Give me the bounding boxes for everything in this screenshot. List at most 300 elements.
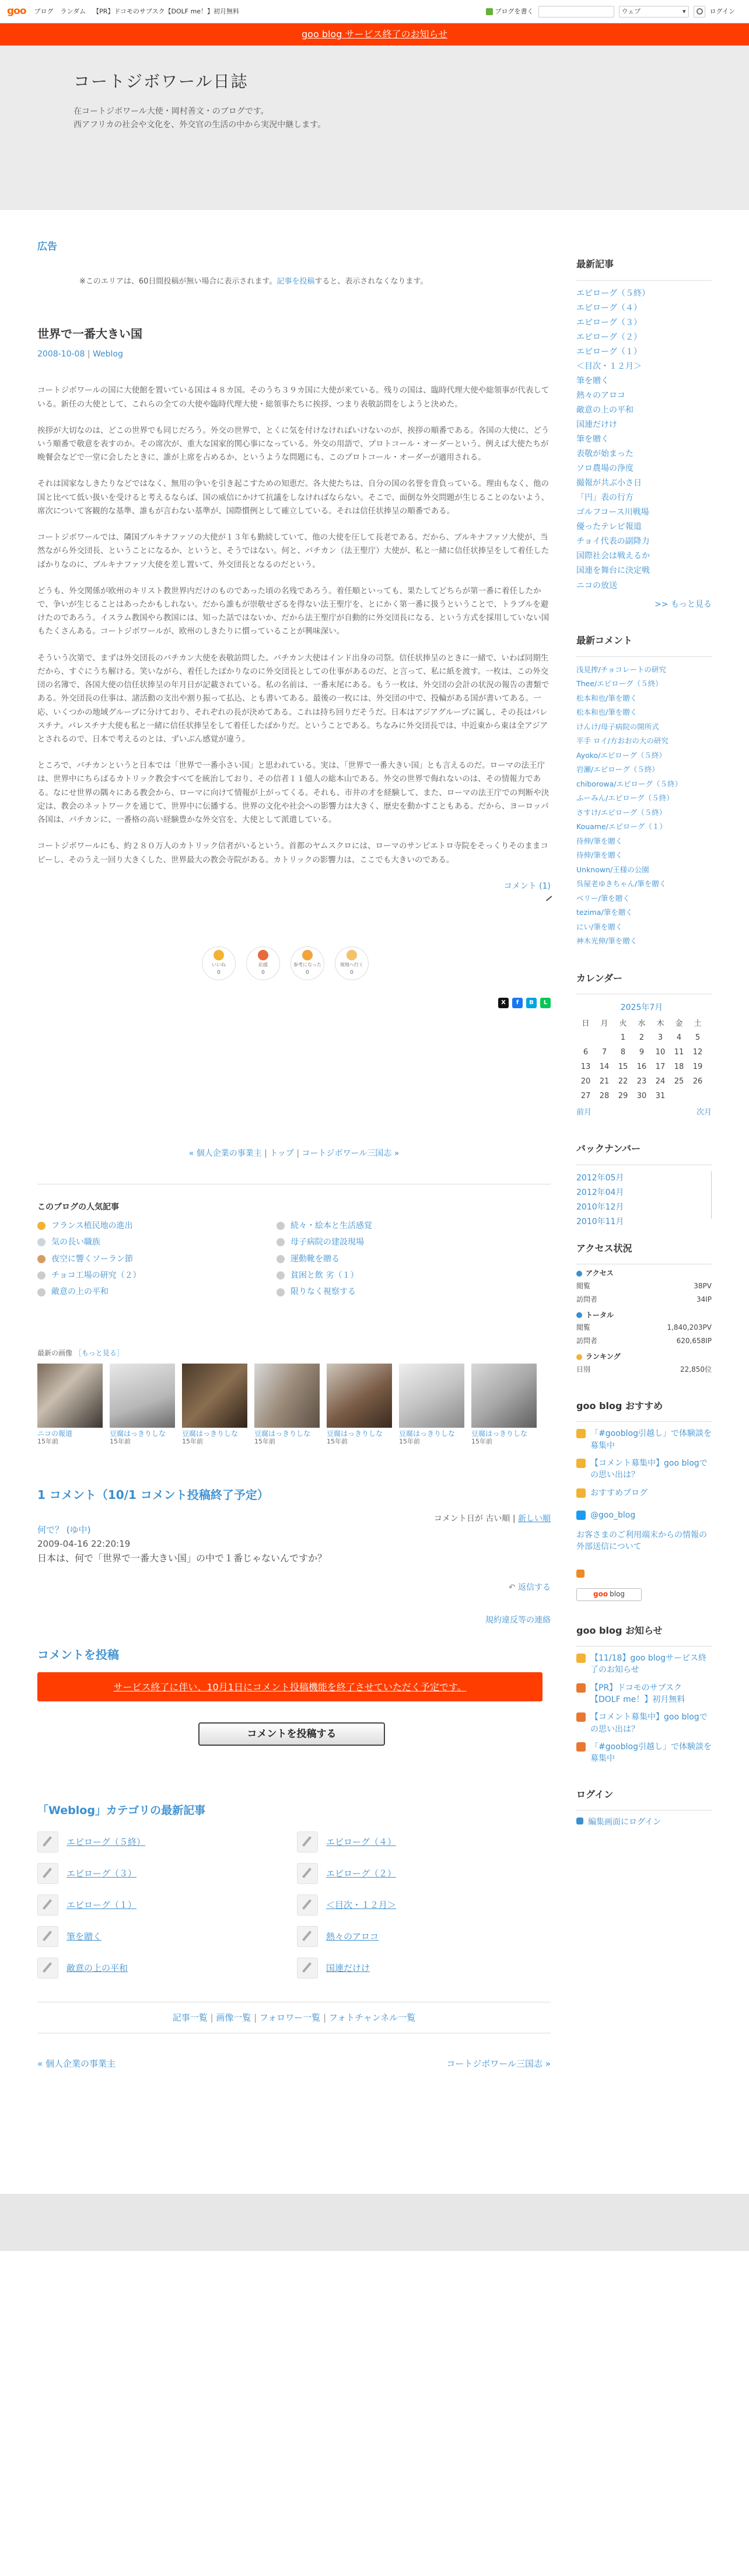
photo-age: 15年前 <box>182 1438 203 1446</box>
calendar-week <box>576 1031 707 1046</box>
comment-post-link[interactable]: 母子病院の開所式 <box>600 722 659 731</box>
popular-item-label: 運動靴を贈る <box>290 1254 340 1264</box>
post-body <box>37 384 551 866</box>
recent-comment-item <box>576 806 712 820</box>
top-link[interactable]: トップ <box>270 1149 294 1159</box>
comment-author-link[interactable]: Unknown/ <box>576 865 613 874</box>
calendar-day: 25 <box>674 1076 684 1086</box>
meta-separator: | <box>87 349 90 359</box>
search-scope-select[interactable] <box>619 6 689 18</box>
access-row <box>576 1293 712 1306</box>
post-comment-button[interactable]: コメントを投稿する <box>198 1722 385 1746</box>
access-row <box>576 1363 712 1376</box>
ad-post-link[interactable]: 記事を投稿 <box>276 277 315 286</box>
recent-post-link[interactable]: ゴルフコース川戦場 <box>576 508 649 518</box>
comment-post-link[interactable]: エピローグ（１） <box>608 822 667 831</box>
calendar-day: 8 <box>620 1048 626 1057</box>
report-row <box>37 1614 551 1627</box>
comment-closed-notice <box>37 1672 542 1701</box>
popular-item-label: 気の長い職族 <box>51 1238 100 1247</box>
reaction-like-button[interactable] <box>202 946 236 980</box>
osusume-item[interactable] <box>576 1487 712 1499</box>
comment-post-link[interactable]: 筆を贈く <box>603 908 633 917</box>
calendar-day: 2 <box>639 1033 645 1043</box>
backnumber-link[interactable]: 2012年04月 <box>576 1187 624 1197</box>
comment-author-link[interactable]: 神木光伸/ <box>576 936 608 946</box>
top-toolbar <box>0 0 749 23</box>
popular-item[interactable] <box>276 1219 516 1232</box>
calendar-day: 12 <box>692 1048 703 1057</box>
comment-author-link[interactable]: Ayoko/ <box>576 750 601 760</box>
recent-post-link[interactable]: 国連だけけ <box>576 420 617 430</box>
reaction-helpful-button[interactable] <box>290 946 324 980</box>
x-icon[interactable]: X <box>498 998 509 1008</box>
comment-author-link[interactable]: chiborowa/ <box>576 779 617 788</box>
recent-comment-item <box>576 934 712 949</box>
comment-author-link[interactable]: 待伸/ <box>576 836 594 845</box>
prev-post-link[interactable]: « 個人企業の事業主 <box>37 2058 116 2069</box>
total-icon <box>576 1312 582 1318</box>
calendar-day: 17 <box>655 1062 666 1071</box>
osusume-item-label: おすすめブログ <box>590 1488 648 1498</box>
login-edit-label: 編集画面にログイン <box>588 1817 662 1827</box>
latest-item[interactable] <box>37 1863 285 1884</box>
comment-post-link[interactable]: 筆を贈く <box>593 836 623 845</box>
popular-item[interactable] <box>276 1269 516 1282</box>
access-row-value: 620,658IP <box>676 1337 712 1345</box>
recent-post-link[interactable]: エピローグ（１） <box>576 347 642 356</box>
backnumber-link[interactable]: 2010年11月 <box>576 1217 624 1226</box>
edit-pencil-icon[interactable] <box>542 892 552 901</box>
report-link[interactable]: 規約違反等の連絡 <box>485 1615 551 1625</box>
recent-post-link[interactable]: エピローグ（４） <box>576 303 642 313</box>
comment-post-link[interactable]: 搾/チョコレートの研究 <box>591 665 666 674</box>
terms-row <box>576 1529 712 1553</box>
service-end-notice-link[interactable]: goo blog サービス終了のお知らせ <box>302 29 447 40</box>
all-images-link[interactable]: 画像一覧 <box>216 2012 251 2023</box>
ad-note <box>79 276 551 288</box>
recent-comment-item <box>576 892 712 906</box>
comment-post-link[interactable]: エピローグ（５終） <box>608 794 674 803</box>
photo-caption: 豆腐はっきりしな <box>399 1429 456 1438</box>
next-post-link[interactable]: コートジボワール三国志 » <box>302 1149 400 1159</box>
photo-thumbnail[interactable] <box>254 1364 320 1446</box>
calendar-weekday: 木 <box>656 1019 664 1028</box>
blog-description <box>74 105 326 132</box>
recent-post-link[interactable]: 筆を贈く <box>576 435 609 445</box>
access-row-label: 閲覧 <box>576 1323 591 1332</box>
rss-icon[interactable] <box>576 1568 712 1582</box>
chevron-down-icon: ▾ <box>682 7 686 15</box>
blog-title[interactable]: コートジボワール日誌 <box>74 72 249 91</box>
prev-post-link[interactable]: « 個人企業の事業主 <box>188 1149 262 1159</box>
rank-icon <box>276 1271 285 1280</box>
sort-new-link[interactable]: 新しい順 <box>518 1514 551 1523</box>
article-icon <box>297 1926 318 1947</box>
ad-note-suffix: すると、表示されなくなります。 <box>314 277 428 286</box>
comment-post-link[interactable]: 筆を贈く <box>600 893 630 903</box>
popular-item-label: 敵意の上の平和 <box>51 1287 108 1297</box>
comment-post-link[interactable]: エピローグ（５終） <box>600 808 667 817</box>
comment-author-link[interactable]: Kouame/ <box>576 822 608 831</box>
access-row-label: 日別 <box>576 1365 591 1373</box>
access-label: アクセス <box>586 1269 614 1278</box>
recent-posts-list <box>576 286 712 593</box>
osusume-title: goo blog おすすめ <box>576 1399 712 1422</box>
photo-caption: 豆腐はっきりしな <box>182 1429 239 1438</box>
news-item[interactable] <box>576 1741 712 1765</box>
news-item-label: 【11/18】goo blogサービス終了のお知らせ <box>590 1654 707 1675</box>
goo-blog-badge[interactable] <box>576 1588 642 1601</box>
calendar-day: 19 <box>692 1062 703 1071</box>
cheer-icon <box>258 950 268 960</box>
ad-note-prefix: ※このエリアは、60日間投稿が無い場合に表示されます。 <box>79 277 277 286</box>
main-column <box>37 239 551 2071</box>
rank-icon <box>276 1288 285 1296</box>
article-icon <box>37 1926 58 1947</box>
recent-post-link[interactable]: 筆を贈く <box>576 376 609 386</box>
photo-channels-link[interactable]: フォトチャンネル一覧 <box>328 2012 416 2023</box>
comment-author-link[interactable]: 松本和也/ <box>576 693 608 702</box>
popular-item[interactable] <box>276 1285 516 1298</box>
calendar-section <box>576 971 712 1120</box>
photo-age: 15年前 <box>110 1438 131 1446</box>
calendar <box>576 999 707 1103</box>
login-section <box>576 1787 712 1829</box>
calendar-day: 3 <box>657 1033 663 1043</box>
calendar-week <box>576 1075 707 1089</box>
sidebar <box>576 257 712 1828</box>
next-post-link[interactable]: コートジボワール三国志 » <box>446 2058 551 2069</box>
latest-item[interactable] <box>37 1895 285 1916</box>
recent-post-link[interactable]: ＜目次・１２月＞ <box>576 361 642 371</box>
ad-title: 広告 <box>37 241 57 253</box>
backnumber-link[interactable]: 2012年05月 <box>576 1173 624 1183</box>
comment-post-link[interactable]: エピローグ（５終） <box>593 765 659 774</box>
access-row-value: 34IP <box>696 1295 712 1303</box>
photo-thumbnail[interactable] <box>182 1364 247 1446</box>
comment-post-link[interactable]: 筆を贈く <box>608 693 638 702</box>
comment-count-link[interactable]: コメント (1) <box>503 881 551 891</box>
recent-post-link[interactable]: 熱々のアロコ <box>576 390 625 400</box>
comment-post-link[interactable]: エピローグ（５終） <box>600 750 666 760</box>
photo-thumbnail[interactable] <box>399 1364 464 1446</box>
photo-age: 15年前 <box>471 1438 492 1446</box>
login-title: ログイン <box>576 1787 712 1811</box>
comment-author-link[interactable]: けんけ/ <box>576 722 601 731</box>
comment-author-link[interactable]: にい/ <box>576 922 594 931</box>
osusume-item[interactable] <box>576 1457 712 1481</box>
calendar-week <box>576 1060 707 1075</box>
sort-separator: | <box>512 1514 516 1523</box>
comment-author-link[interactable]: tezima/ <box>576 908 604 917</box>
comment-text: 日本は、何で「世界で一番大きい国」の中で１番じゃないんですか？ <box>37 1553 327 1564</box>
megaphone-icon <box>576 1429 586 1438</box>
comment-closed-link[interactable]: サービス終了に伴い、10月1日にコメント投稿機能を終了させていただく予定です。 <box>113 1681 467 1693</box>
news-item[interactable] <box>576 1652 712 1676</box>
latest-item-label: エピローグ（２） <box>326 1868 397 1879</box>
reaction-count: 0 <box>217 970 220 976</box>
login-edit-link[interactable] <box>576 1816 712 1828</box>
latest-item[interactable] <box>297 1863 545 1884</box>
write-blog-button[interactable] <box>486 6 534 17</box>
comment-post-link[interactable]: 筆を贈く <box>637 879 667 889</box>
post-paragraph: コートジボワールでは、隣国ブルキナファソの大使が１３年も勤続していて、他の大使を圧して長老である。だから、ブルキナファソ大使が、当然ながら外交団長、ということになるか、というと、そうではない。何と、バチカン（法王聖庁）大使が、私と一緒に信任状捧呈をして着任したばかりなのに、ブルキナファソ大使を差し置いて、外交団長となるのだという。 <box>37 533 550 569</box>
toolbar-link-blog[interactable]: ブログ <box>34 7 54 15</box>
write-blog-label: ブログを書く <box>495 7 534 15</box>
link-separator: | <box>323 2012 327 2023</box>
photo-thumbnail[interactable] <box>37 1364 103 1446</box>
comment-author-link[interactable]: Thee/ <box>576 679 597 688</box>
latest-category-heading: 「Weblog」カテゴリの最新記事 <box>37 1804 206 1817</box>
star-icon <box>576 1654 586 1663</box>
recent-post-link[interactable]: 撮報が共ぶ小さ日 <box>576 478 642 488</box>
recent-comment-item <box>576 777 712 792</box>
toolbar-promo-link[interactable]: 【PR】ドコモのサブスク【DOLF me！】初月無料 <box>93 7 240 15</box>
facebook-icon[interactable]: f <box>512 998 523 1008</box>
popular-title: このブログの人気記事 <box>37 1202 119 1212</box>
recent-post-link[interactable]: チョイ代表の副降力 <box>576 537 650 547</box>
popular-item[interactable] <box>276 1253 516 1266</box>
popular-item[interactable] <box>276 1236 516 1249</box>
comment-author-link[interactable]: ベリー/ <box>576 893 601 903</box>
osusume-section <box>576 1399 712 1601</box>
backnumber-title: バックナンバー <box>576 1141 712 1165</box>
photo-thumbnail[interactable] <box>110 1364 175 1446</box>
recent-post-link[interactable]: ソロ農場の浄度 <box>576 464 634 474</box>
recent-post-link[interactable]: エピローグ（５終） <box>576 288 650 298</box>
latest-item-label: エピローグ（４） <box>326 1836 397 1847</box>
backnumber-section <box>576 1141 712 1226</box>
link-separator: | <box>210 2012 214 2023</box>
twitter-handle: @goo_blog <box>590 1510 636 1520</box>
calendar-day: 24 <box>655 1076 666 1086</box>
recent-comments-title: 最新コメント <box>576 633 712 657</box>
comment-author-link[interactable]: 岩瀬/ <box>576 765 594 774</box>
comment-post-link[interactable]: エピローグ（５終） <box>616 779 682 788</box>
reaction-count: 0 <box>261 970 265 976</box>
reaction-label: 参考になった <box>293 962 321 967</box>
search-icon[interactable] <box>694 6 705 18</box>
rank-icon <box>37 1222 46 1230</box>
calendar-day: 7 <box>601 1048 607 1057</box>
news-item[interactable] <box>576 1682 712 1706</box>
news-item[interactable] <box>576 1711 712 1735</box>
toolbar-link-random[interactable]: ランダム <box>60 7 86 15</box>
comment-post-link[interactable]: エピローグ（５終） <box>597 679 663 688</box>
recent-post-link[interactable]: エピローグ（２） <box>576 332 642 342</box>
goo-logo[interactable]: goo <box>7 5 26 17</box>
osusume-item[interactable] <box>576 1428 712 1452</box>
recent-post-link[interactable]: 優ったテレビ報道 <box>576 522 642 532</box>
line-icon[interactable]: L <box>540 998 551 1008</box>
calendar-prev-link[interactable]: 前月 <box>576 1108 592 1117</box>
latest-item[interactable] <box>297 1895 545 1916</box>
recent-post-link[interactable]: 国連を舞台に決定戦 <box>576 566 650 576</box>
latest-item[interactable] <box>297 1958 545 1979</box>
calendar-day: 20 <box>580 1076 591 1086</box>
calendar-day: 11 <box>674 1048 684 1057</box>
comment-post-link[interactable]: 筆を贈く <box>608 936 638 946</box>
recent-more-link[interactable]: >> もっと見る <box>654 599 712 609</box>
comment-post-link[interactable]: 方おおの大の研究 <box>610 736 668 746</box>
recent-post-link[interactable]: ニコの放送 <box>576 581 617 590</box>
calendar-week <box>576 1046 707 1060</box>
list-links <box>37 2011 551 2025</box>
search-input[interactable] <box>538 6 614 18</box>
post-meta <box>37 348 551 361</box>
badge-brand: goo <box>593 1589 608 1598</box>
recent-post-link[interactable]: 国際社会は戦えるか <box>576 551 650 561</box>
photos-more-link[interactable]: ［もっと見る］ <box>74 1348 124 1357</box>
latest-item[interactable] <box>297 1831 545 1853</box>
latest-item[interactable] <box>297 1926 545 1947</box>
latest-category-list <box>37 1831 545 1979</box>
news-title: goo blog お知らせ <box>576 1623 712 1647</box>
recent-comment-item <box>576 848 712 863</box>
access-title: アクセス状況 <box>576 1241 712 1265</box>
recent-post-link[interactable]: エピローグ（３） <box>576 317 642 327</box>
reply-link[interactable]: 返信する <box>518 1582 551 1592</box>
popular-item-label: 夜空に響くソーラン節 <box>51 1254 133 1264</box>
popular-item[interactable] <box>37 1219 276 1232</box>
post-paragraph: そういう次第で、まずは外交団長のバチカン大使を表敬訪問した。バチカン大使はインド出身の司祭。信任状捧呈のときに一緒で、いわば同期生だから、すぐにうち解ける。笑いながら、着任したばかりなのに外交団長としての仕事があるのだ、と言って、私に紙を渡す。一枚は、この外交団の名簿で、各国大使の信任状捧呈の年月日が記載されている。私の名前は、一番末尾にある。もう一枚は、外交団の会計の状況の報告の書類である。外交団長の仕事は、諸活動の支出や割り振って払込、とも書いてある。最後の一枚には、外交団の中で、投輪がある国が書いてある。一応、いくつかの地域グループに分けており、それぞれの長が決めてある。これは持ち回りだそうだ。日本はアジアグループに属し、その長はパレスチナ。パレスチナ大使も私と一緒に信任状捧呈をして着任したばかりだ。ということである。ちなみに外交団長では、中近東から東は全アジアとされるので、日本で考えるのとは、ずいぶん感覚が違う。 <box>37 653 550 744</box>
calendar-day: 23 <box>636 1076 647 1086</box>
backnumber-link[interactable]: 2010年12月 <box>576 1202 624 1212</box>
recent-posts-title: 最新記事 <box>576 257 712 281</box>
photo-age: 15年前 <box>399 1438 420 1446</box>
access-icon <box>576 1271 582 1277</box>
photo-image <box>327 1364 392 1428</box>
latest-item[interactable] <box>37 1831 285 1853</box>
photo-thumbnail[interactable] <box>327 1364 392 1446</box>
access-row-label: 訪問者 <box>576 1295 598 1303</box>
osusume-item-label: 【コメント募集中】goo blogでの思い出は？ <box>590 1459 708 1480</box>
visit-icon <box>346 950 357 960</box>
megaphone-icon <box>576 1459 586 1468</box>
photo-thumbnail[interactable] <box>471 1364 537 1446</box>
login-row <box>576 1816 712 1828</box>
popular-item[interactable] <box>37 1285 276 1298</box>
calendar-next-link[interactable]: 次月 <box>696 1108 712 1117</box>
rank-icon <box>276 1222 285 1230</box>
calendar-day <box>688 1089 707 1104</box>
article-icon <box>37 1958 58 1979</box>
rank-icon <box>276 1238 285 1246</box>
popular-item[interactable] <box>37 1269 276 1282</box>
nav-separator: | <box>264 1149 267 1159</box>
twitter-row <box>576 1509 712 1521</box>
ranking-icon <box>576 1354 582 1360</box>
login-link[interactable]: ログイン <box>709 7 735 15</box>
latest-item-label: 国連だけけ <box>326 1962 370 1973</box>
comment-author-link[interactable]: ふーみん/ <box>576 794 608 803</box>
calendar-day <box>595 1031 614 1046</box>
photo-caption: 豆腐はっきりしな <box>254 1429 311 1438</box>
latest-item-label: 敵意の上の平和 <box>66 1962 128 1973</box>
recent-post-link[interactable]: 表敬が始まった <box>576 449 634 459</box>
post-title[interactable]: 世界で一番大きい国 <box>37 326 142 341</box>
sort-old-option[interactable]: 古い順 <box>485 1514 510 1523</box>
photo-age: 15年前 <box>37 1438 58 1446</box>
blog-description-line: 西アフリカの社会や文化を、外交官の生活の中から実況中継します。 <box>74 120 326 130</box>
latest-item[interactable] <box>37 1958 285 1979</box>
pencil-icon <box>486 8 493 15</box>
reaction-count: 0 <box>350 970 354 976</box>
badge-label: blog <box>610 1589 625 1598</box>
comment-author-link[interactable]: 呉屋老ゆきちゃん/ <box>576 879 638 889</box>
latest-item-label: エピローグ（５終） <box>66 1836 146 1847</box>
comment-author-link[interactable]: さすけ/ <box>576 808 601 817</box>
osusume-item-label: 「#gooblog引越し」で体験談を募集中 <box>590 1429 712 1450</box>
reply-row <box>37 1581 551 1594</box>
reaction-cheer-button[interactable] <box>246 946 280 980</box>
latest-item-label: 筆を贈く <box>66 1931 102 1942</box>
all-posts-link[interactable]: 記事一覧 <box>172 2012 208 2023</box>
comment-post-link[interactable]: 筆を贈く <box>593 922 623 931</box>
comment-post-link[interactable]: 筆を贈く <box>608 708 638 717</box>
comment-author-link[interactable]: 待伸/ <box>576 851 594 860</box>
article-icon <box>297 1831 318 1853</box>
edit-icon <box>576 1817 583 1824</box>
calendar-weekday: 金 <box>675 1019 683 1028</box>
article-icon <box>297 1863 318 1884</box>
comment-post-link[interactable]: 王様の公園 <box>612 865 649 874</box>
recent-comment-item <box>576 877 712 892</box>
photo-image <box>399 1364 464 1428</box>
latest-item[interactable] <box>37 1926 285 1947</box>
rank-icon <box>37 1238 46 1246</box>
latest-item-label: エピローグ（３） <box>66 1868 137 1879</box>
comment-author-link[interactable]: 浅見 <box>576 665 592 674</box>
access-row-label: 訪問者 <box>576 1337 598 1345</box>
calendar-day: 22 <box>618 1076 628 1086</box>
access-row <box>576 1334 712 1348</box>
recent-comment-item <box>576 834 712 849</box>
calendar-weekday: 水 <box>638 1019 646 1028</box>
popular-item[interactable] <box>37 1236 276 1249</box>
reaction-visit-button[interactable] <box>335 946 369 980</box>
comment-count-row <box>37 880 551 903</box>
followers-link[interactable]: フォロワー一覧 <box>260 2012 321 2023</box>
rss-icon-glyph <box>576 1570 584 1578</box>
popular-item-label: 続々・絵本と生活感覚 <box>290 1221 372 1231</box>
calendar-day: 18 <box>674 1062 684 1071</box>
hatena-icon[interactable]: B <box>526 998 537 1008</box>
twitter-link[interactable] <box>576 1509 712 1521</box>
latest-item-label: ＜目次・１２月＞ <box>326 1899 397 1910</box>
recent-post-link[interactable]: 敵意の上の平和 <box>576 405 634 415</box>
reply-icon: ↶ <box>508 1582 518 1592</box>
popular-item[interactable] <box>37 1253 276 1266</box>
popular-item-label: 母子病院の建設現場 <box>290 1238 364 1247</box>
recent-post-link[interactable]: 「円」表の行方 <box>576 493 634 503</box>
post-paragraph: ところで、バチカンというと日本では「世界で一番小さい国」と思われている。実は、「世界で一番大きい国」とも言えるのだ。ローマの法王庁は、世界中にちらばるカトリック教会すべてを統治しており、その信者１１億人の総本山である。外交の世界で侮れないのは、その情報力である。なにせ世界の隅々にある教会から、ローマに向けて情報が上がってくる。それも、市井の才を経験して、また、ローマの法王庁での判断や決定は、教会のネットワークを通じて、世界中に伝播する。世界の文化や社会への影響力は大きく、歴史を動かすこともある。だから、ヨーロッパ各国は、バチカンに、一番格の高い経験豊かな外交官を、大使として派遣している。 <box>37 761 550 825</box>
article-icon <box>297 1958 318 1979</box>
comment-author-link[interactable]: 松本和也/ <box>576 708 608 717</box>
comment-post-link[interactable]: 筆を贈く <box>593 851 623 860</box>
comment-author-link[interactable]: 平手 ロイ/ <box>576 736 610 746</box>
share-buttons <box>37 998 551 1008</box>
photo-image <box>37 1364 103 1428</box>
terms-link[interactable] <box>576 1529 712 1553</box>
recent-comment-item <box>576 705 712 720</box>
rank-icon <box>37 1288 46 1296</box>
news-item-label: 「#gooblog引越し」で体験談を募集中 <box>590 1742 712 1764</box>
photo-caption: ニコの報道 <box>37 1429 73 1438</box>
recent-more-row <box>576 598 712 611</box>
post-category-link[interactable]: Weblog <box>93 349 123 359</box>
